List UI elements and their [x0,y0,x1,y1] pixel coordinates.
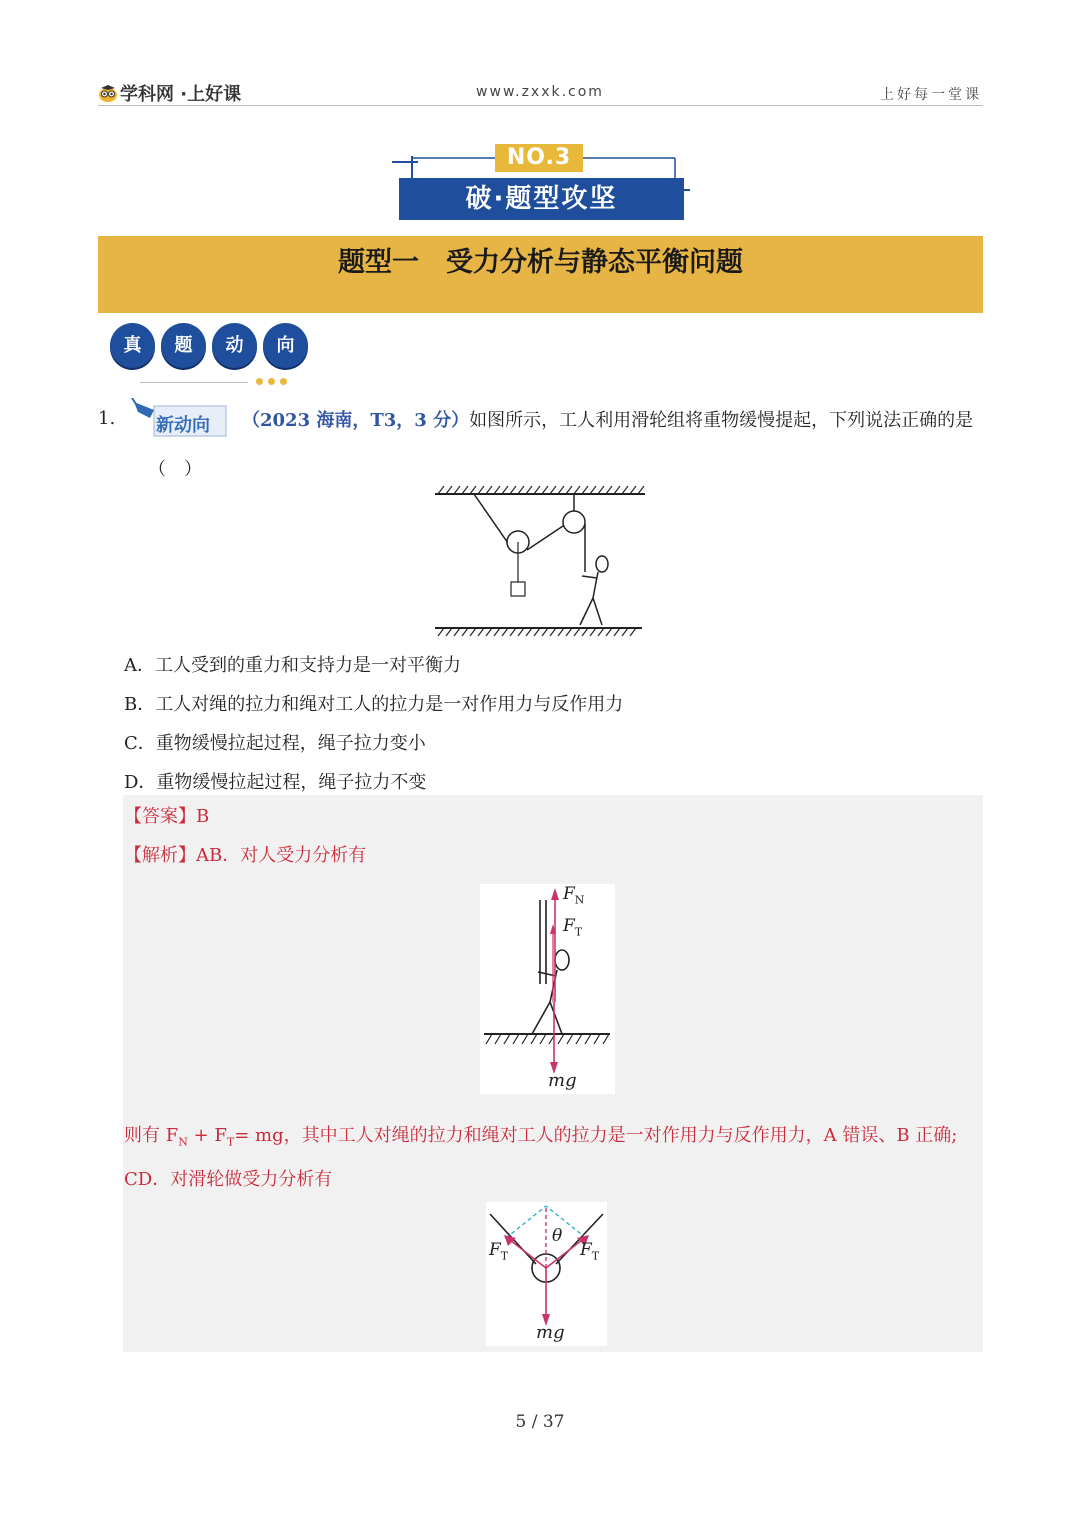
question-stem [242,406,973,432]
header-divider [98,105,983,106]
ft-left-label: $F_T$ [489,1240,509,1263]
tag-circle: 题 [161,323,206,368]
mg-label-2: mg [536,1322,565,1343]
header-url: www.zxxk.com [476,84,604,100]
section-title: 破·题型攻坚 [399,178,684,220]
topic-title: 题型一 受力分析与静态平衡问题 [338,247,743,278]
new-trend-tag-label: 新动向 [156,415,210,436]
option-d: D．重物缓慢拉起过程，绳子拉力不变 [124,772,427,793]
tag-divider [140,382,248,383]
logo-text: 学科网 ·上好课 [120,84,242,105]
option-a: A．工人受到的重力和支持力是一对平衡力 [124,655,461,676]
cd-line: CD．对滑轮做受力分析有 [124,1169,333,1190]
answer-line: 【答案】B [124,806,210,827]
ft-label: $F_T$ [563,916,583,939]
option-b: B．工人对绳的拉力和绳对工人的拉力是一对作用力与反作用力 [124,694,624,715]
question-source: （2023 海南，T3，3 分） [242,410,470,431]
tag-circle: 真 [110,323,155,368]
decor-dots [256,378,287,385]
header-slogan: 上好每一堂课 [880,87,982,103]
pulley-system-figure [430,480,650,640]
topic-banner [98,236,983,313]
tag-circle: 向 [263,323,308,368]
analysis-line: 【解析】AB．对人受力分析有 [124,845,367,866]
worker-force-figure [480,884,615,1094]
page-number: 5 / 37 [515,1412,565,1432]
question-number: 1. [98,408,116,429]
answer-blank: （ ） [148,459,202,480]
question-text: 如图所示，工人利用滑轮组将重物缓慢提起，下列说法正确的是 [469,410,974,431]
equation-line: 则有 $F_N + F_T=$ mg，其中工人对绳的拉力和绳对工人的拉力是一对作用力与反作用力，A 错误、B 正确; [124,1125,958,1149]
tag-circle: 动 [212,323,257,368]
theta-label: θ [552,1226,563,1246]
mg-label: mg [548,1070,577,1091]
ft-right-label: $F_T$ [580,1240,600,1263]
fn-label: $F_N$ [563,884,585,907]
option-c: C．重物缓慢拉起过程，绳子拉力变小 [124,733,426,754]
section-number: NO.3 [495,144,583,172]
options-list [124,646,623,802]
section-badge [390,140,690,224]
tag-circles [110,323,308,368]
